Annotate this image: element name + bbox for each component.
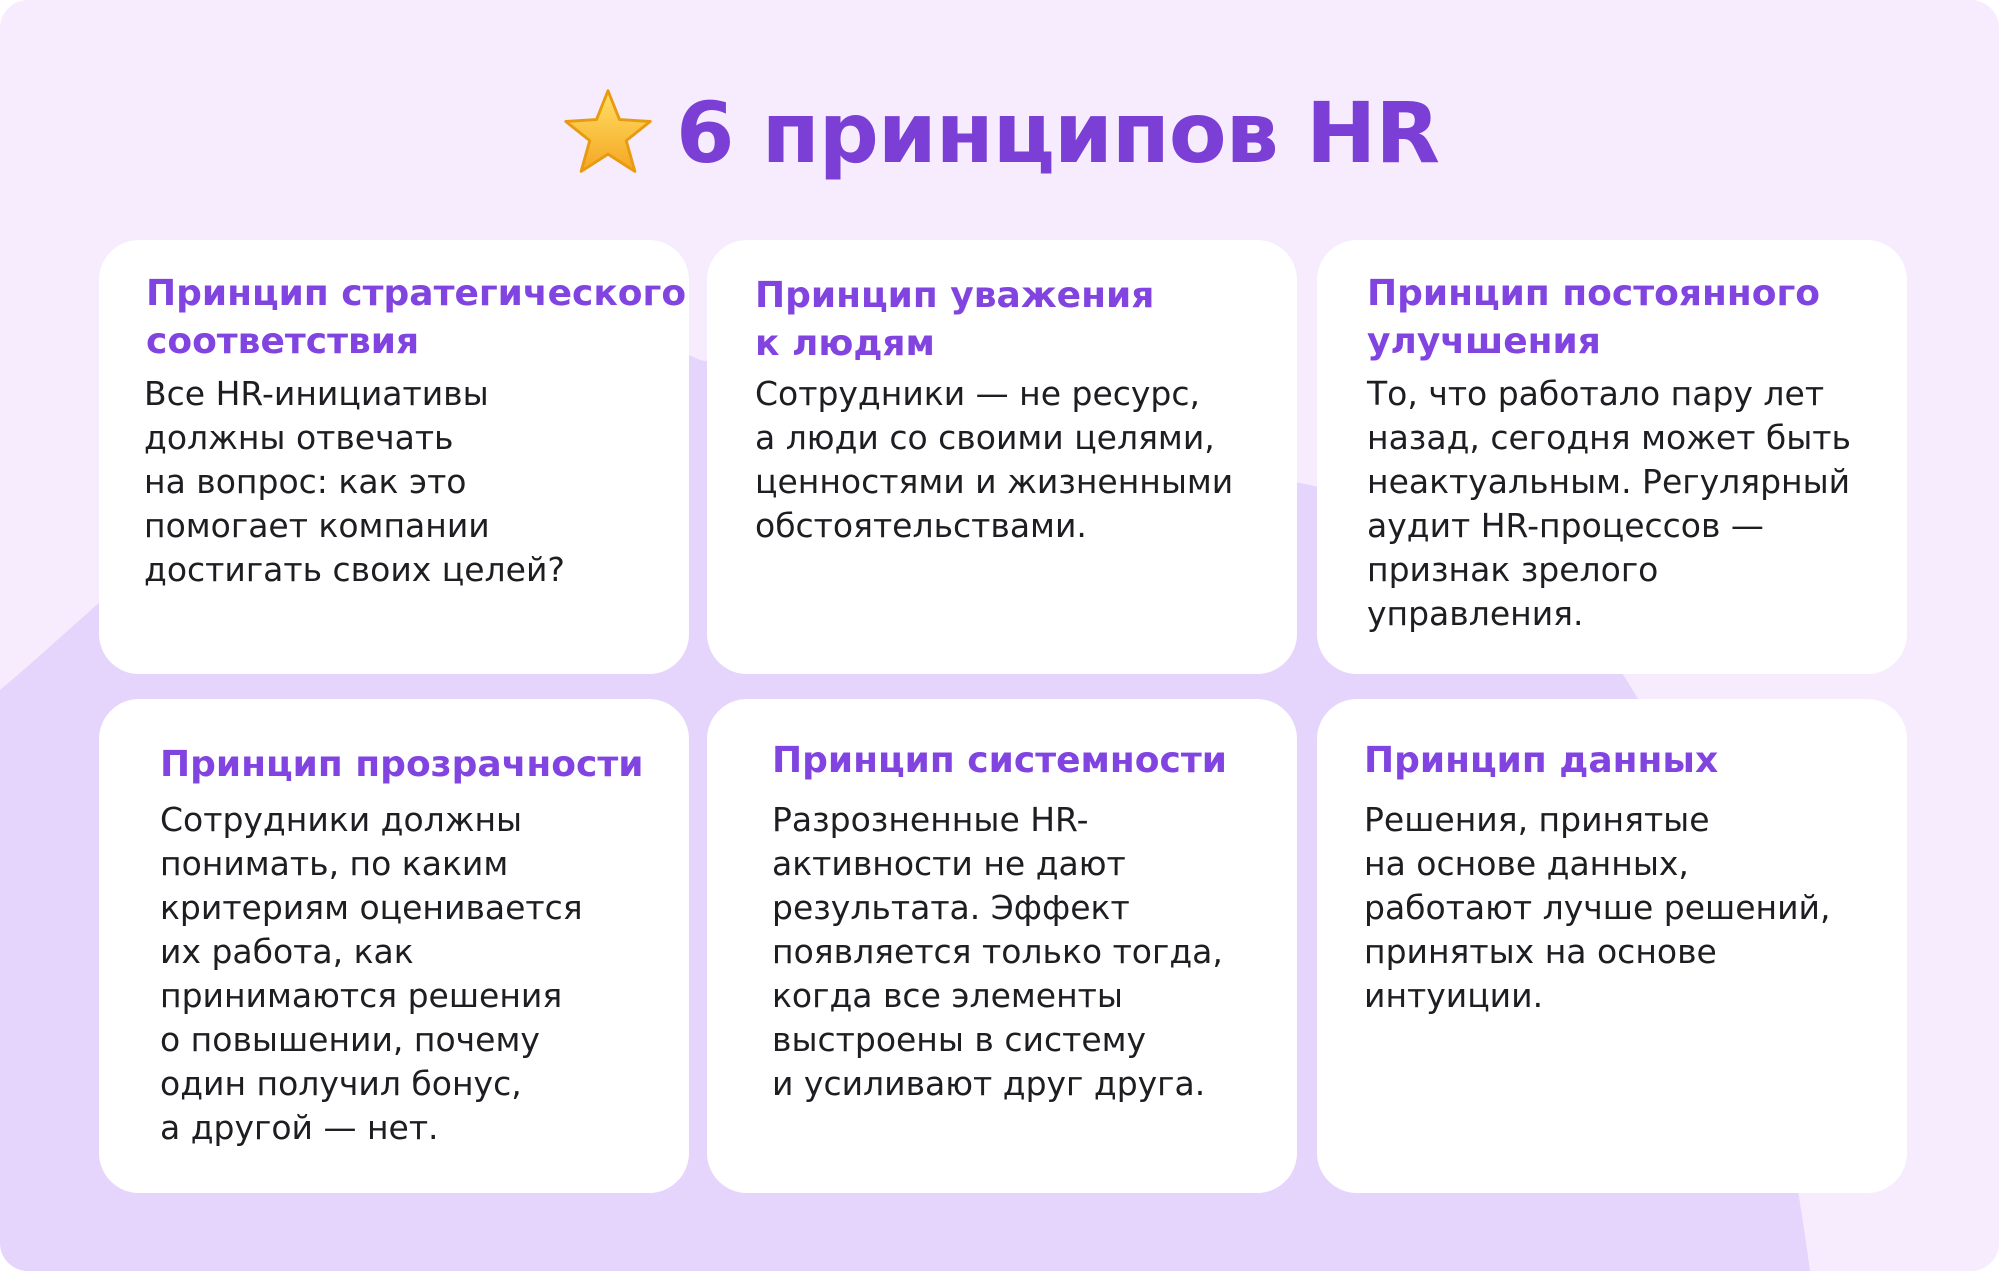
principle-card-transparency bbox=[99, 699, 689, 1193]
principle-card-improvement bbox=[1317, 240, 1907, 674]
card-text: Сотрудники должны понимать, по каким критериям оценивается их работа, как принимаются решения о повышении, почему один получил бонус, а другой — нет. bbox=[160, 800, 583, 1147]
card-title: Принцип данных bbox=[1364, 740, 1719, 781]
card-text: Все HR-инициативы должны отвечать на вопрос: как это помогает компании достигать своих целей? bbox=[144, 374, 565, 589]
card-text: То, что работало пару лет назад, сегодня может быть неактуальным. Регулярный аудит HR-процессов — признак зрелого управления. bbox=[1367, 374, 1851, 633]
card-title: Принцип уважения к людям bbox=[755, 275, 1155, 364]
principle-card-data bbox=[1317, 699, 1907, 1193]
card-text: Сотрудники — не ресурс, а люди со своими целями, ценностями и жизненными обстоятельствами. bbox=[755, 374, 1234, 545]
card-title: Принцип прозрачности bbox=[160, 744, 644, 785]
star-icon bbox=[560, 85, 656, 181]
card-text: Разрозненные HR- активности не дают результата. Эффект появляется только тогда, когда все элементы выстроены в систему и усиливают друг друга. bbox=[772, 800, 1223, 1103]
card-title: Принцип стратегического соответствия bbox=[146, 273, 687, 362]
principle-card-respect bbox=[707, 240, 1297, 674]
card-title: Принцип системности bbox=[772, 740, 1227, 781]
page-title-text: 6 принципов HR bbox=[676, 84, 1439, 182]
card-text: Решения, принятые на основе данных, работают лучше решений, принятых на основе интуиции. bbox=[1364, 800, 1831, 1015]
principle-card-strategic bbox=[99, 240, 689, 674]
page-title bbox=[0, 78, 1999, 188]
principle-card-system bbox=[707, 699, 1297, 1193]
card-title: Принцип постоянного улучшения bbox=[1367, 273, 1820, 362]
